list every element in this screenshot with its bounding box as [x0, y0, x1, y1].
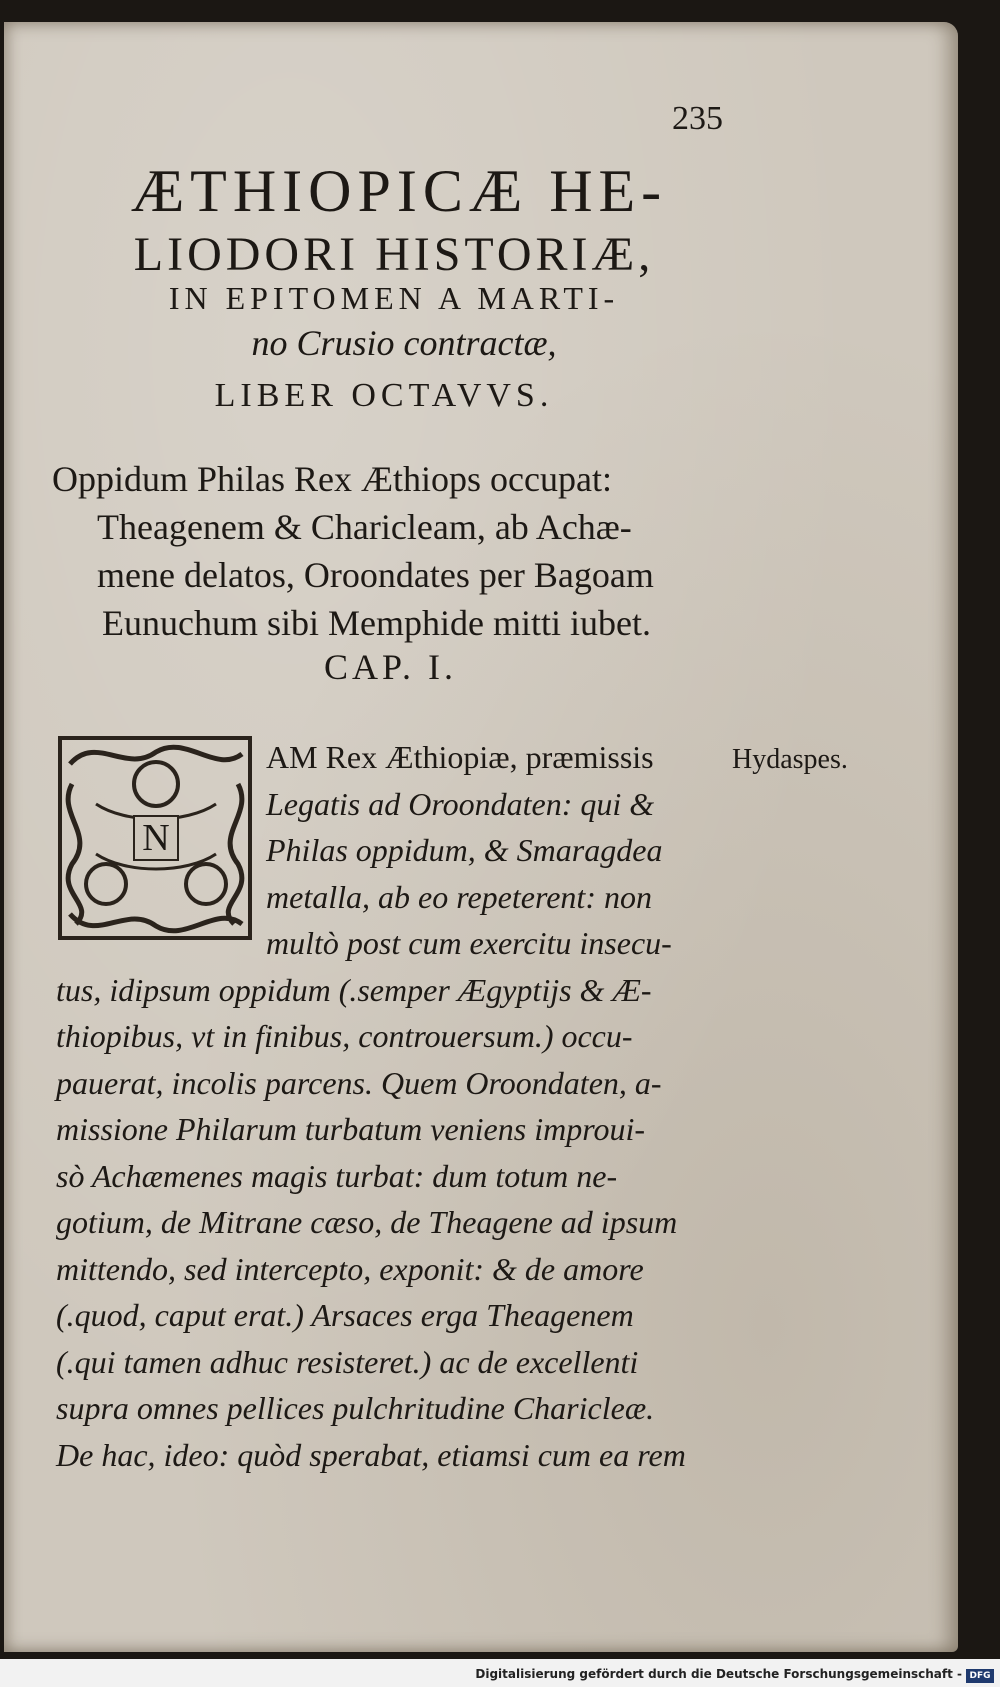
body-line: sò Achæmenes magis turbat: dum totum ne-	[56, 1157, 618, 1194]
credit-bar	[0, 1659, 1000, 1687]
body-line: mittendo, sed intercepto, exponit: & de amore	[56, 1250, 644, 1287]
digitization-credit: Digitalisierung gefördert durch die Deutsche Forschungsgemeinschaft -	[475, 1667, 962, 1681]
title-line-3: IN EPITOMEN A MARTI-	[168, 280, 620, 316]
body-line: gotium, de Mitrane cæso, de Theagene ad ipsum	[56, 1204, 678, 1240]
chapter-heading: CAP. I.	[324, 647, 458, 687]
title-line-2: LIODORI HISTORIÆ,	[133, 228, 655, 281]
dfg-logo: DFG	[966, 1669, 994, 1683]
margin-note: Hydaspes.	[732, 744, 848, 775]
summary-line: Theagenem & Charicleam, ab Achæ-	[97, 507, 632, 547]
body-line: supra omnes pellices pulchritudine Charicleæ.	[56, 1390, 655, 1426]
summary-line: mene delatos, Oroondates per Bagoam	[97, 555, 654, 595]
body-line: tus, idipsum oppidum (.semper Ægyptijs & Æ-	[56, 971, 652, 1008]
chapter-summary	[52, 455, 742, 647]
body-line: missione Philarum turbatum veniens improui-	[56, 1111, 645, 1147]
summary-line: Oppidum Philas Rex Æthiops occupat:	[52, 459, 612, 499]
body-line: (.qui tamen adhuc resisteret.) ac de excellenti	[56, 1343, 639, 1380]
body-line: thiopibus, vt in finibus, controuersum.) occu-	[56, 1018, 633, 1054]
body-line: AM Rex Æthiopiæ, præmissis	[266, 739, 654, 775]
body-line: metalla, ab eo repeterent: non	[266, 878, 652, 915]
summary-line: Eunuchum sibi Memphide mitti iubet.	[102, 603, 651, 643]
body-line: (.quod, caput erat.) Arsaces erga Theagenem	[56, 1297, 634, 1333]
title-line-4: no Crusio contractæ,	[251, 323, 557, 363]
title-line-1: ÆTHIOPICÆ HE-	[130, 158, 668, 224]
initial-letter: N	[142, 817, 170, 859]
body-text	[56, 734, 736, 1478]
body-line: pauerat, incolis parcens. Quem Oroondaten, a-	[56, 1064, 662, 1101]
book-page	[4, 22, 958, 1652]
body-line: multò post cum exercitu insecu-	[266, 925, 672, 961]
body-line: De hac, ideo: quòd sperabat, etiamsi cum ea rem	[56, 1436, 686, 1473]
book-heading: LIBER OCTAVVS.	[214, 377, 554, 414]
body-line: Legatis ad Oroondaten: qui &	[266, 785, 655, 822]
page-number: 235	[672, 100, 723, 137]
body-line: Philas oppidum, & Smaragdea	[266, 832, 663, 868]
